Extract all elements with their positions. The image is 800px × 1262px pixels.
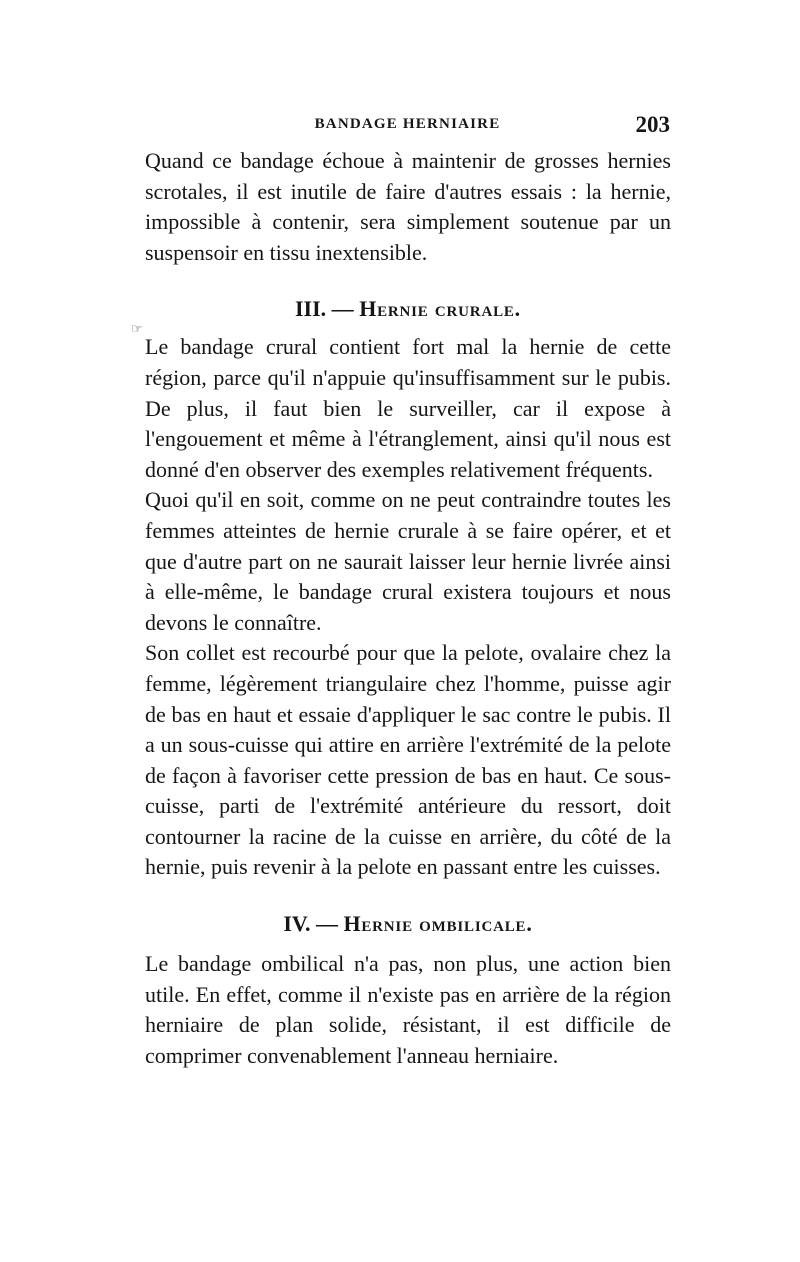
section-title: Hernie crurale.: [359, 296, 521, 322]
paragraph-2: Le bandage crural contient fort mal la hernie de cette région, parce qu'il n'appuie qu'insuffisamment sur le pubis. De plus, il faut bien le surveiller, car il expose à l'engouement et même à l'étranglement, ainsi qu'il nous est donné d'en observer des exemples relativement fréquents.: [145, 334, 671, 482]
page-number: 203: [635, 112, 670, 137]
section-numeral: IV. —: [283, 911, 338, 937]
paragraph-5: Le bandage ombilical n'a pas, non plus, une action bien utile. En effet, comme il n'existe pas en arrière de la région herniaire de plan solide, résistant, il est difficile de comprimer convenablement l'anneau herniaire.: [145, 951, 671, 1068]
section-title: Hernie ombilicale.: [343, 911, 533, 937]
body-text: [145, 146, 671, 1071]
paragraph-3: Quoi qu'il en soit, comme on ne peut contraindre toutes les femmes atteintes de hernie crurale à se faire opérer, et et que d'autre part on ne saurait laisser leur hernie livrée ainsi à elle-même, le bandage crural existera toujours et nous devons le connaître.: [145, 487, 671, 635]
pointer-mark-icon: ☞: [131, 321, 143, 336]
running-title: BANDAGE HERNIAIRE: [314, 116, 501, 132]
section-heading-crurale: [145, 294, 671, 324]
section-heading-ombilicale: [145, 909, 671, 939]
running-head: [145, 112, 670, 142]
paragraph-4: Son collet est recourbé pour que la pelote, ovalaire chez la femme, légèrement triangulaire chez l'homme, puisse agir de bas en haut et essaie d'appliquer le sac contre le pubis. Il a un sous-cuisse qui attire en arrière l'extrémité de la pelote de façon à favoriser cette pression de bas en haut. Ce sous-cuisse, parti de l'extrémité antérieure du ressort, doit contourner la racine de la cuisse en arrière, du côté de la hernie, puis revenir à la pelote en passant entre les cuisses.: [145, 640, 671, 880]
paragraph-1: Quand ce bandage échoue à maintenir de grosses hernies scrotales, il est inutile de faire d'autres essais : la hernie, impossible à contenir, sera simplement soutenue par un suspensoir en tissu inextensible.: [145, 148, 671, 265]
section-numeral: III. —: [295, 296, 354, 322]
